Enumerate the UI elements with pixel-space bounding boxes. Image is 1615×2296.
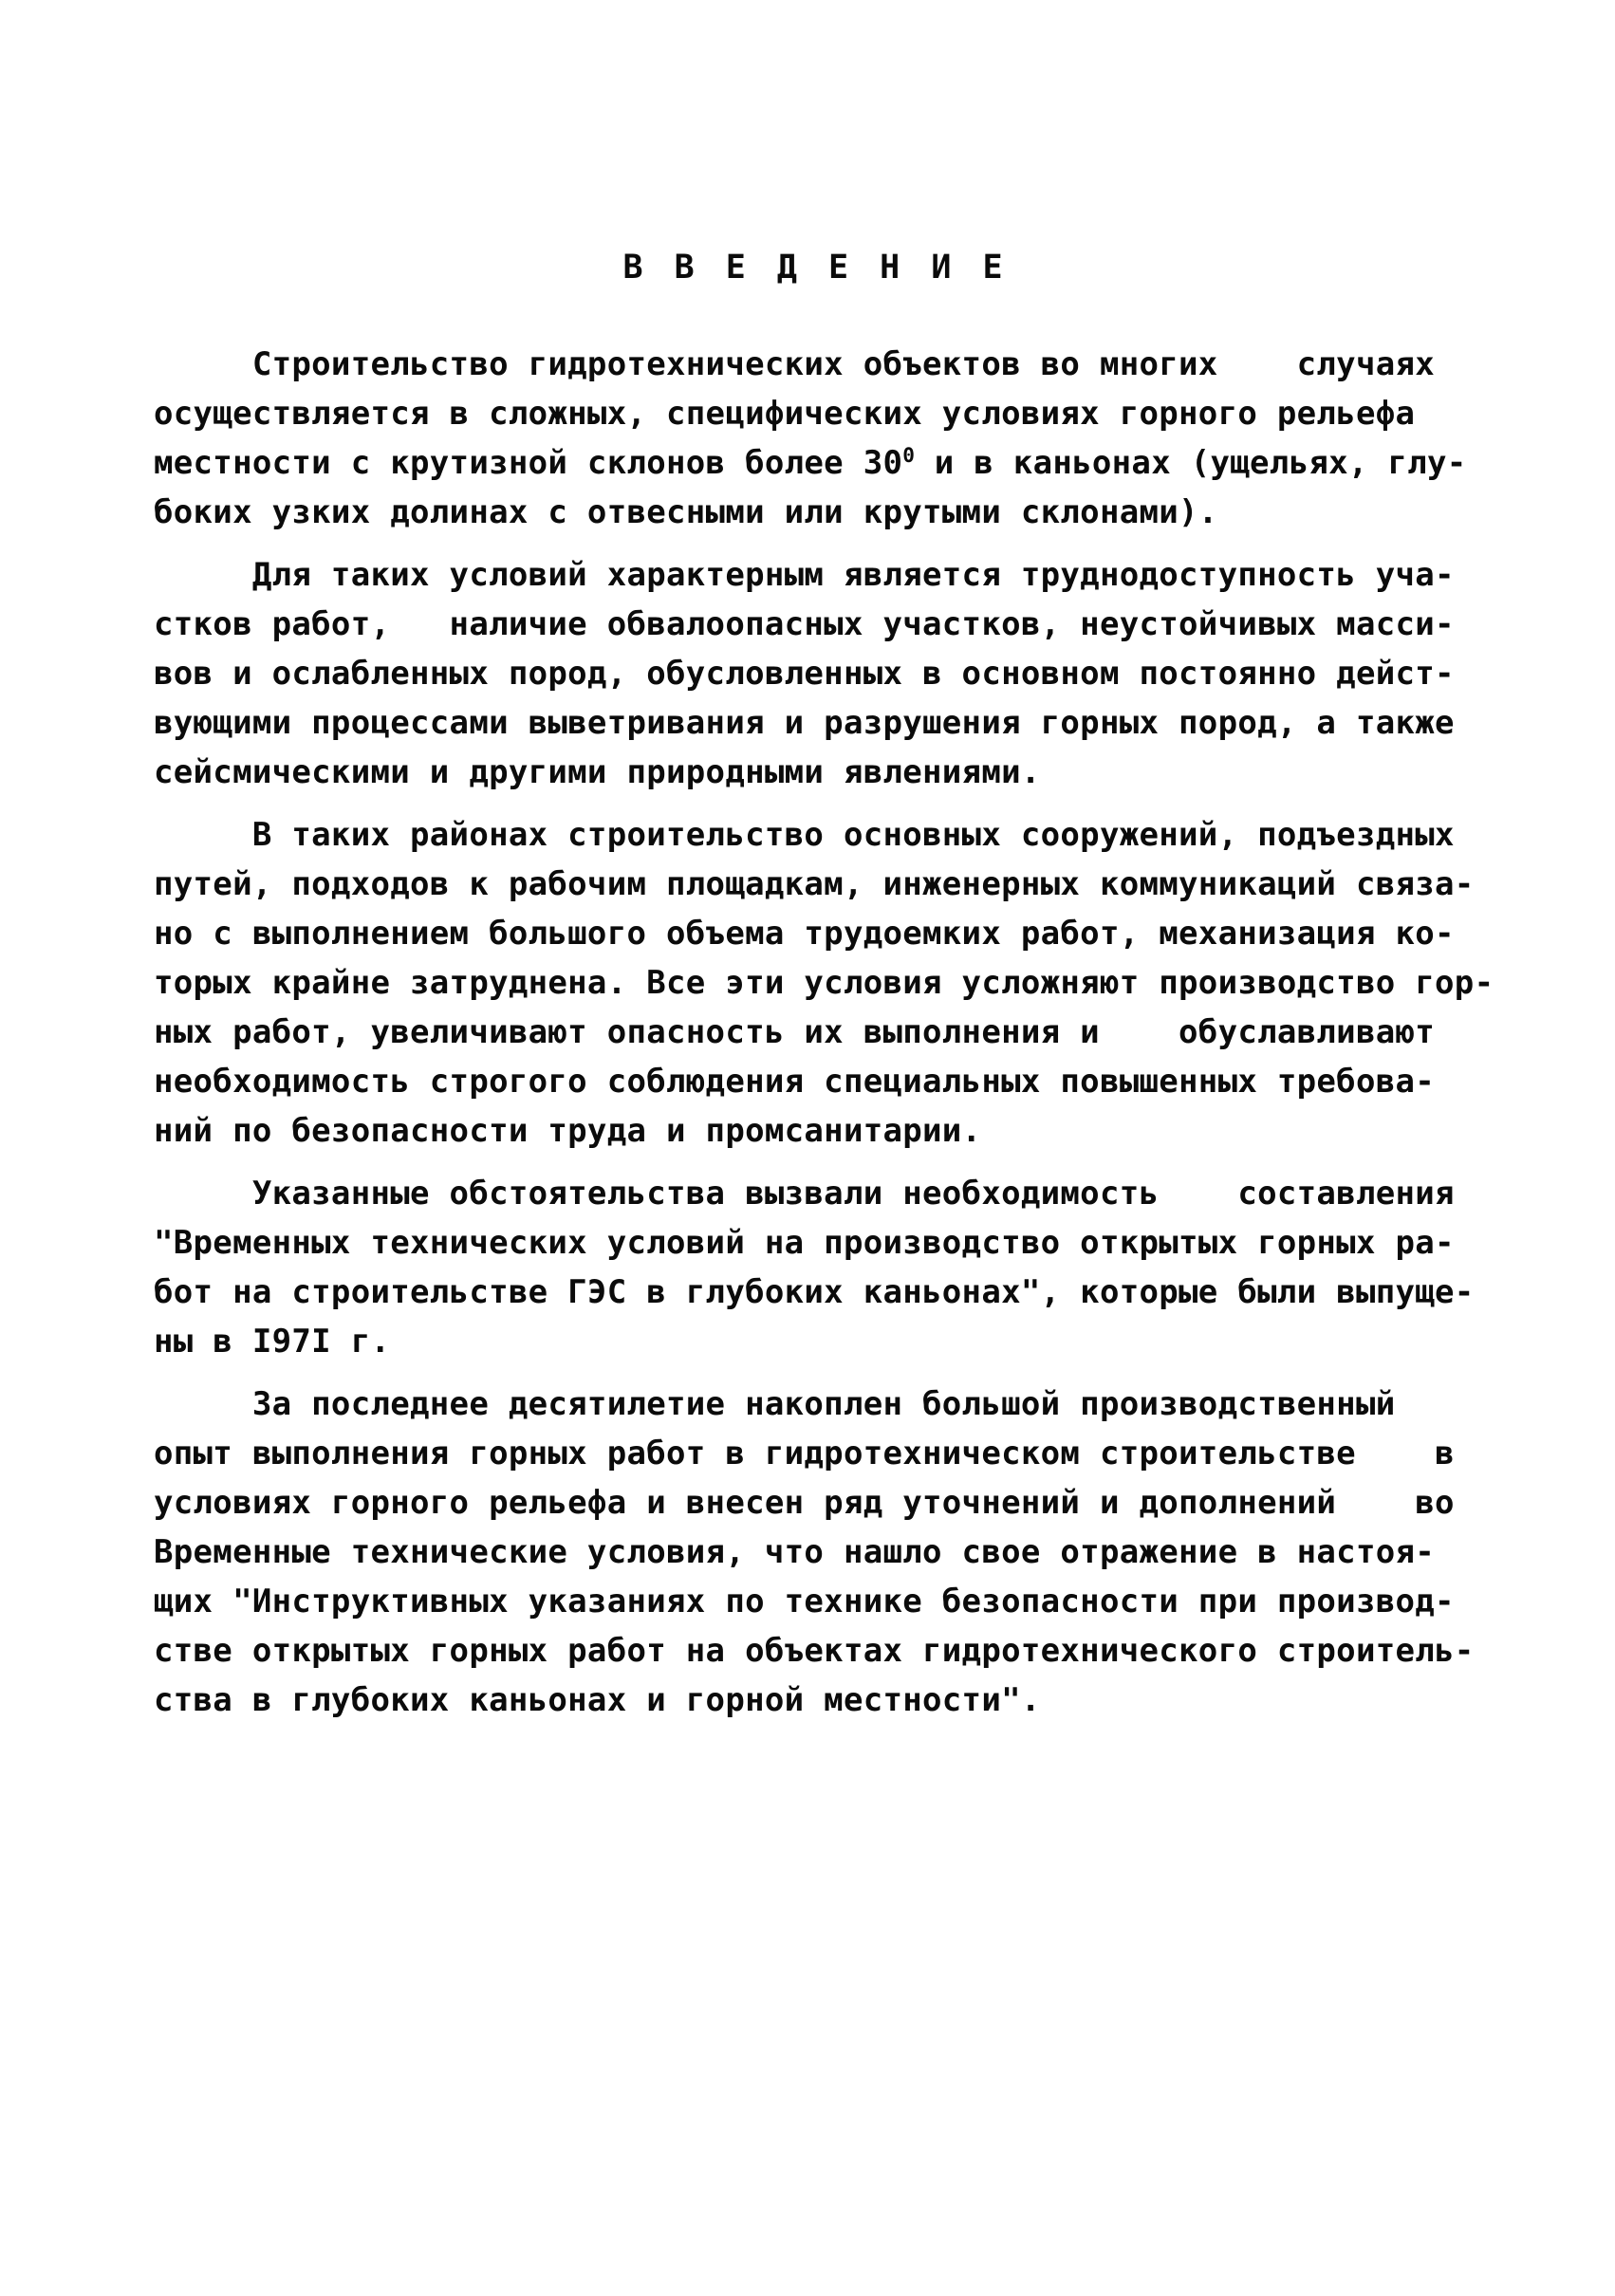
paragraph	[154, 550, 1477, 797]
text-line: щих "Инструктивных указаниях по технике безопасности при производ-	[154, 1583, 1455, 1620]
text-line: Для таких условий характерным является труднодоступность уча-	[154, 556, 1455, 594]
text-line: боких узких долинах с отвесными или крутыми склонами).	[154, 493, 1218, 531]
text-line: условиях горного рельефа и внесен ряд уточнений и дополнений во	[154, 1484, 1455, 1522]
text-line: необходимость строгого соблюдения специальных повышенных требова-	[154, 1063, 1436, 1101]
text-line: бот на строительстве ГЭС в глубоких каньонах", которые были выпуще-	[154, 1273, 1475, 1311]
text-line: сейсмическими и другими природными явлениями.	[154, 753, 1041, 791]
text-line: стков работ, наличие обвалоопасных участков, неустойчивых масси-	[154, 605, 1455, 643]
text-line: вующими процессами выветривания и разрушения горных пород, а также	[154, 704, 1455, 742]
document-body	[154, 340, 1494, 1725]
text-line: "Временных технических условий на производство открытых горных ра-	[154, 1224, 1455, 1262]
paragraph	[154, 1169, 1477, 1366]
text-line: опыт выполнения горных работ в гидротехническом строительстве в	[154, 1435, 1455, 1472]
page-title: В В Е Д Е Н И Е	[622, 249, 1009, 287]
text-line: путей, подходов к рабочим площадкам, инженерных коммуникаций связа-	[154, 865, 1475, 903]
paragraph	[154, 1379, 1477, 1725]
text-line: осуществляется в сложных, специфических условиях горного рельефа	[154, 395, 1416, 433]
text-line: стве открытых горных работ на объектах гидротехнического строитель-	[154, 1632, 1475, 1670]
text-column	[154, 243, 1494, 1738]
text-line: вов и ослабленных пород, обусловленных в основном постоянно дейст-	[154, 655, 1455, 693]
paragraph	[154, 810, 1494, 1156]
text-line: ны в I97I г.	[154, 1323, 391, 1361]
text-line: ных работ, увеличивают опасность их выполнения и обуславливают	[154, 1013, 1436, 1051]
text-line: Строительство гидротехнических объектов во многих случаях	[154, 345, 1436, 383]
text-line: В таких районах строительство основных сооружений, подъездных	[154, 816, 1455, 854]
text-line: но с выполнением большого объема трудоемких работ, механизация ко-	[154, 915, 1455, 953]
text-line: местности с крутизной склонов более $30^0$ и в каньонах (ущельях, глу-	[154, 443, 1467, 482]
text-line: торых крайне затруднена. Все эти условия усложняют производство гор-	[154, 964, 1494, 1002]
text-line: ства в глубоких каньонах и горной местности".	[154, 1681, 1041, 1719]
text-line: ний по безопасности труда и промсанитарии.	[154, 1112, 982, 1150]
paragraph	[154, 340, 1477, 537]
text-line: За последнее десятилетие накоплен большой производственный	[154, 1385, 1396, 1423]
text-line: Указанные обстоятельства вызвали необходимость составления	[154, 1175, 1455, 1213]
text-line: Временные технические условия, что нашло свое отражение в настоя-	[154, 1533, 1436, 1571]
degree-superscript: 0	[902, 443, 915, 467]
